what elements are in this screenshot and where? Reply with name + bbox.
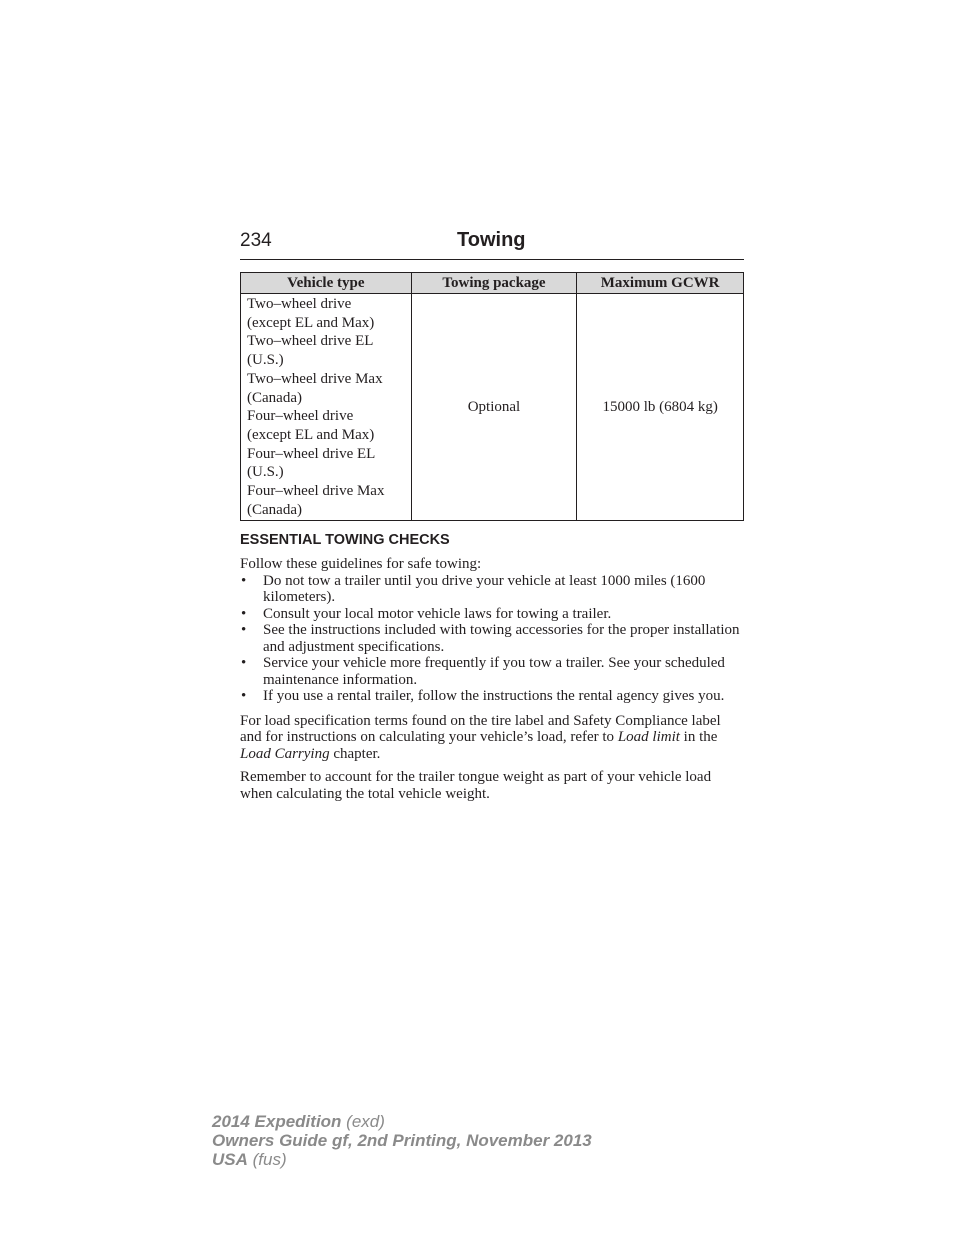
column-header-max-gcwr: Maximum GCWR [577,273,744,294]
tongue-weight-paragraph: Remember to account for the trailer tongue weight as part of your vehicle load when calculating the total vehicle weight. [240,769,712,802]
page-header [240,228,744,260]
vehicle-type-line: Two–wheel drive EL [247,333,374,350]
chapter-title: Towing [457,229,526,251]
vehicle-type-cell [241,294,412,521]
footer-line-market: USA (fus) [212,1150,287,1169]
towing-package-cell: Optional [411,294,577,521]
vehicle-type-line: (except EL and Max) [247,314,375,331]
page-number: 234 [240,230,272,251]
bullet-icon: • [241,688,247,704]
guideline-list [240,573,744,705]
load-limit-reference: Load limit [617,729,680,745]
vehicle-type-line: Two–wheel drive Max [247,370,383,387]
bullet-icon: • [241,605,247,622]
max-gcwr-cell: 15000 lb (6804 kg) [577,294,744,521]
vehicle-type-line: Two–wheel drive [247,296,352,312]
load-carrying-reference: Load Carrying [240,745,330,762]
list-item: • Do not tow a trailer until you drive your vehicle at least 1000 miles (1600 kilometers). [241,572,706,605]
list-item: • Consult your local motor vehicle laws for towing a trailer. [241,605,612,622]
vehicle-type-line: (Canada) [247,389,302,406]
section-body [240,556,744,802]
table-header-row [241,273,744,294]
vehicle-type-line: Four–wheel drive Max [247,483,385,500]
vehicle-type-line: Four–wheel drive EL [247,445,376,462]
footer-line-model: 2014 Expedition (exd) [212,1112,385,1131]
intro-text: Follow these guidelines for safe towing: [240,556,482,572]
table-row [241,294,744,521]
bullet-icon: • [241,655,247,671]
bullet-icon: • [241,622,247,638]
load-spec-paragraph: For load specification terms found on the tire label and Safety Compliance label and for instructions on calculating your vehicle’s load, refer to Load limit in the Load Carrying chapter. [240,712,721,762]
list-item: • If you use a rental trailer, follow the instructions the rental agency gives you. [241,688,725,704]
bullet-icon: • [241,572,247,589]
column-header-vehicle-type: Vehicle type [241,273,412,294]
column-header-towing-package: Towing package [411,273,577,294]
page-footer [212,1112,592,1169]
vehicle-type-line: (U.S.) [247,464,284,481]
list-item: • See the instructions included with towing accessories for the proper installation and adjustment specifications. [241,622,740,655]
vehicle-type-line: Four–wheel drive [247,408,354,425]
vehicle-type-line: (U.S.) [247,352,284,369]
vehicle-type-line: (Canada) [247,501,302,518]
footer-line-printing: Owners Guide gf, 2nd Printing, November 2013 [212,1131,592,1150]
vehicle-type-line: (except EL and Max) [247,426,375,443]
list-item: • Service your vehicle more frequently if you tow a trailer. See your scheduled maintenance information. [241,655,725,688]
towing-spec-table [240,272,744,521]
section-title: ESSENTIAL TOWING CHECKS [240,532,450,548]
